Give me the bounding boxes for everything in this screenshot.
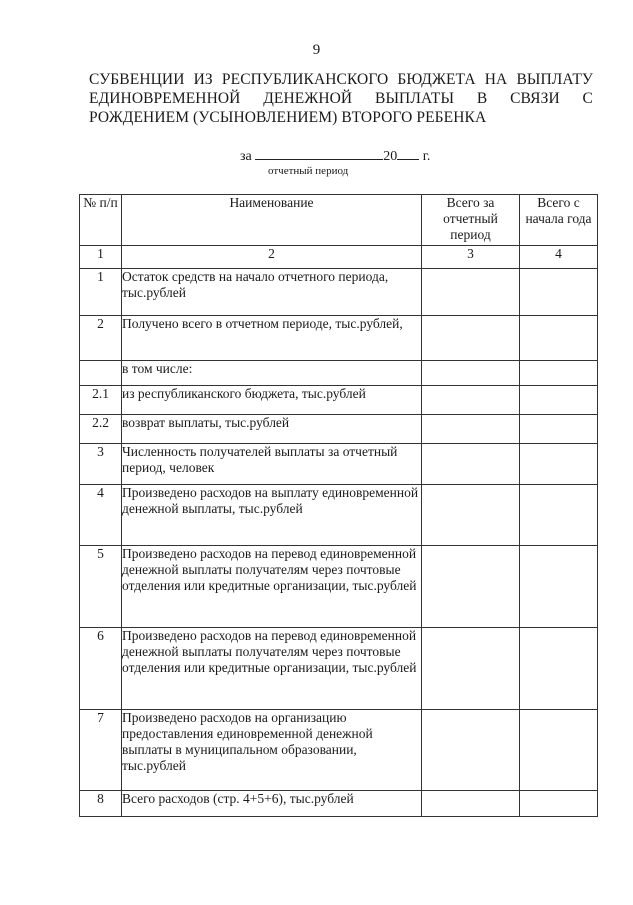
row-number: 6 — [80, 628, 122, 710]
row-number: 2 — [80, 316, 122, 361]
row-number: 7 — [80, 710, 122, 791]
page-number: 9 — [312, 42, 321, 58]
row-name: из республиканского бюджета, тыс.рублей — [122, 386, 422, 415]
row-number: 3 — [80, 444, 122, 485]
column-number: 2 — [122, 246, 422, 269]
year-total-cell[interactable] — [520, 444, 598, 485]
table-row — [80, 269, 598, 316]
period-total-cell[interactable] — [422, 361, 520, 386]
period-total-cell[interactable] — [422, 415, 520, 444]
row-name: Получено всего в отчетном периоде, тыс.рублей, — [122, 316, 422, 361]
column-number: 3 — [422, 246, 520, 269]
period-total-cell[interactable] — [422, 546, 520, 628]
period-total-cell[interactable] — [422, 386, 520, 415]
header-year: Всего с начала года — [520, 195, 598, 246]
period-total-cell[interactable] — [422, 444, 520, 485]
row-number: 8 — [80, 791, 122, 817]
period-year-blank — [397, 147, 419, 160]
period-total-cell[interactable] — [422, 628, 520, 710]
row-name: Произведено расходов на перевод единовременной денежной выплаты получателям через почтовые отделения или кредитные организации, тыс.рублей — [122, 546, 422, 628]
column-number: 1 — [80, 246, 122, 269]
row-name: Всего расходов (стр. 4+5+6), тыс.рублей — [122, 791, 422, 817]
year-total-cell[interactable] — [520, 791, 598, 817]
table-row — [80, 791, 598, 817]
period-caption: отчетный период — [268, 165, 349, 177]
year-total-cell[interactable] — [520, 316, 598, 361]
period-year-prefix: 20 — [383, 149, 398, 164]
table-row — [80, 415, 598, 444]
header-row — [80, 195, 598, 246]
table-row — [80, 316, 598, 361]
row-name: Остаток средств на начало отчетного периода, тыс.рублей — [122, 269, 422, 316]
row-number — [80, 361, 122, 386]
period-blank — [255, 147, 383, 160]
column-number-row — [80, 246, 598, 269]
reporting-period-line — [240, 147, 430, 165]
table-row — [80, 386, 598, 415]
year-total-cell[interactable] — [520, 628, 598, 710]
year-total-cell[interactable] — [520, 710, 598, 791]
period-total-cell[interactable] — [422, 791, 520, 817]
year-total-cell[interactable] — [520, 415, 598, 444]
year-total-cell[interactable] — [520, 485, 598, 546]
year-total-cell[interactable] — [520, 361, 598, 386]
period-total-cell[interactable] — [422, 316, 520, 361]
header-name: Наименование — [122, 195, 422, 246]
table-row — [80, 361, 598, 386]
year-total-cell[interactable] — [520, 386, 598, 415]
table-row — [80, 710, 598, 791]
table-row — [80, 628, 598, 710]
year-total-cell[interactable] — [520, 546, 598, 628]
period-prefix: за — [240, 149, 252, 164]
document-title: СУБВЕНЦИИ ИЗ РЕСПУБЛИКАНСКОГО БЮДЖЕТА НА ВЫПЛАТУ ЕДИНОВРЕМЕННОЙ ДЕНЕЖНОЙ ВЫПЛАТЫ В СВЯЗИ С РОЖДЕНИЕМ (УСЫНОВЛЕНИЕМ) ВТОРОГО РЕБЕНКА — [89, 71, 593, 126]
row-number: 1 — [80, 269, 122, 316]
period-total-cell[interactable] — [422, 710, 520, 791]
table-row — [80, 444, 598, 485]
report-table — [79, 194, 598, 817]
period-total-cell[interactable] — [422, 485, 520, 546]
header-period: Всего за отчетный период — [422, 195, 520, 246]
row-name: Численность получателей выплаты за отчетный период, человек — [122, 444, 422, 485]
year-total-cell[interactable] — [520, 269, 598, 316]
column-number: 4 — [520, 246, 598, 269]
row-name: в том числе: — [122, 361, 422, 386]
row-number: 2.2 — [80, 415, 122, 444]
row-number: 4 — [80, 485, 122, 546]
row-number: 2.1 — [80, 386, 122, 415]
table-row — [80, 485, 598, 546]
header-num: № п/п — [80, 195, 122, 246]
row-number: 5 — [80, 546, 122, 628]
row-name: Произведено расходов на организацию предоставления единовременной денежной выплаты в муниципальном образовании, тыс.рублей — [122, 710, 422, 791]
table-row — [80, 546, 598, 628]
row-name: Произведено расходов на выплату единовременной денежной выплаты, тыс.рублей — [122, 485, 422, 546]
row-name: Произведено расходов на перевод единовременной денежной выплаты получателям через почтовые отделения или кредитные организации, тыс.рублей — [122, 628, 422, 710]
period-suffix: г. — [422, 149, 431, 164]
row-name: возврат выплаты, тыс.рублей — [122, 415, 422, 444]
period-total-cell[interactable] — [422, 269, 520, 316]
